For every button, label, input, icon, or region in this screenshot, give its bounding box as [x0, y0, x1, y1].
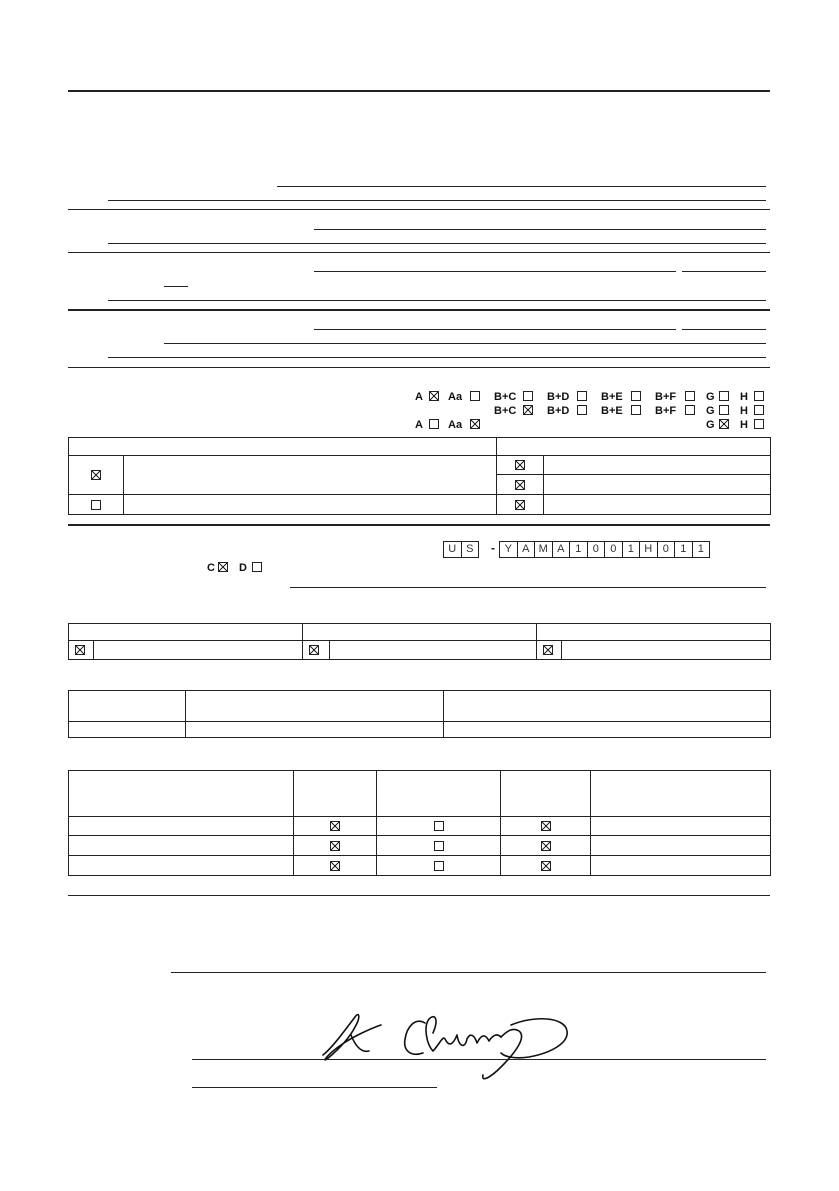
code-char: H [640, 541, 658, 558]
table-cell [377, 856, 501, 876]
class-label-bd: B+D [547, 405, 570, 417]
matrix-checkbox[interactable] [330, 861, 340, 871]
info-table [68, 690, 771, 738]
field-line [314, 229, 766, 230]
code-char: 1 [675, 541, 693, 558]
class-label-a: A [415, 419, 423, 431]
class-label-h: H [740, 419, 748, 431]
class-label-g: G [706, 391, 715, 403]
table-cell [537, 641, 771, 660]
class-label-g: G [706, 419, 715, 431]
signature-image [315, 1005, 585, 1085]
table-cell [294, 817, 377, 836]
table-cell [544, 475, 771, 495]
signature-field-line [171, 972, 766, 973]
check-col-3[interactable] [543, 645, 553, 655]
class-checkbox-a[interactable] [429, 391, 439, 401]
class-checkbox-aa[interactable] [470, 419, 480, 429]
field-line [682, 271, 766, 272]
matrix-checkbox[interactable] [434, 861, 444, 871]
matrix-checkbox[interactable] [541, 841, 551, 851]
option-label-c: C [207, 562, 215, 574]
table-header-cell [186, 691, 444, 722]
table-cell [69, 495, 124, 515]
class-checkbox-aa[interactable] [470, 391, 480, 401]
table-header-cell [69, 624, 303, 641]
code-char: A [518, 541, 536, 558]
table-header-cell [69, 771, 294, 817]
table-cell [591, 817, 771, 836]
code-char: 0 [658, 541, 676, 558]
table-cell [69, 456, 124, 495]
product-code [499, 541, 710, 557]
table-cell [544, 495, 771, 515]
table-cell [124, 495, 497, 515]
table-row [69, 836, 771, 856]
class-checkbox-bf[interactable] [685, 391, 695, 401]
class-checkbox-g[interactable] [719, 391, 729, 401]
assessment-checkbox-r3[interactable] [515, 500, 525, 510]
table-header-cell [69, 691, 186, 722]
table-cell [69, 641, 303, 660]
table-header-cell [377, 771, 501, 817]
class-checkbox-h[interactable] [754, 405, 764, 415]
table-cell [591, 856, 771, 876]
matrix-table [68, 770, 771, 876]
class-checkbox-bd[interactable] [577, 391, 587, 401]
class-checkbox-a[interactable] [429, 419, 439, 429]
code-char: U [443, 541, 462, 558]
product-code-prefix [443, 541, 479, 557]
field-line [682, 329, 766, 330]
class-checkbox-bc[interactable] [523, 405, 533, 415]
section-divider [68, 209, 770, 210]
table-cell [544, 456, 771, 475]
table-cell [124, 456, 497, 495]
class-checkbox-bf[interactable] [685, 405, 695, 415]
class-checkbox-g[interactable] [719, 419, 729, 429]
matrix-checkbox[interactable] [541, 821, 551, 831]
option-label-d: D [239, 562, 247, 574]
class-checkbox-be[interactable] [631, 391, 641, 401]
table-header-cell [294, 771, 377, 817]
field-line [108, 357, 766, 358]
field-line [290, 587, 766, 588]
table-cell [69, 817, 294, 836]
class-label-bc: B+C [494, 405, 517, 417]
class-label-aa: Aa [448, 419, 463, 431]
table-cell [497, 456, 544, 475]
field-line [164, 286, 188, 287]
code-char: 0 [588, 541, 606, 558]
class-label-be: B+E [601, 405, 623, 417]
table-cell [377, 817, 501, 836]
matrix-checkbox[interactable] [541, 861, 551, 871]
class-label-aa: Aa [448, 391, 463, 403]
section-divider [68, 524, 770, 526]
table-header-cell [303, 624, 537, 641]
section-divider [68, 309, 770, 311]
table-cell [591, 836, 771, 856]
class-checkbox-h[interactable] [754, 419, 764, 429]
field-line [108, 300, 766, 301]
field-line [314, 329, 676, 330]
section-divider [68, 367, 770, 368]
table-header-cell [501, 771, 591, 817]
table-header-cell [497, 438, 771, 456]
code-char: 0 [605, 541, 623, 558]
code-separator: - [491, 541, 495, 555]
table-row [69, 817, 771, 836]
class-checkbox-g[interactable] [719, 405, 729, 415]
code-char: 1 [693, 541, 711, 558]
top-rule [68, 90, 770, 92]
option-checkbox-d[interactable] [252, 562, 262, 572]
class-checkbox-be[interactable] [631, 405, 641, 415]
table-cell [186, 722, 444, 738]
matrix-checkbox[interactable] [434, 841, 444, 851]
class-checkbox-h[interactable] [754, 391, 764, 401]
table-cell [501, 817, 591, 836]
table-cell [444, 722, 771, 738]
code-char: 1 [570, 541, 588, 558]
check-col-2[interactable] [309, 645, 319, 655]
class-checkbox-bd[interactable] [577, 405, 587, 415]
class-label-g: G [706, 405, 715, 417]
assessment-checkbox-r1[interactable] [515, 460, 525, 470]
field-line [277, 186, 766, 187]
assessment-checkbox-1[interactable] [91, 470, 101, 480]
table-cell [303, 641, 537, 660]
table-header-cell [591, 771, 771, 817]
assessment-table [68, 437, 771, 515]
class-label-be: B+E [601, 391, 623, 403]
matrix-checkbox[interactable] [330, 841, 340, 851]
table-cell [497, 475, 544, 495]
code-char: M [535, 541, 553, 558]
class-label-bf: B+F [655, 391, 677, 403]
table-header-cell [69, 438, 497, 456]
table-cell [501, 836, 591, 856]
field-line [314, 271, 676, 272]
class-label-a: A [415, 391, 423, 403]
table-cell [69, 836, 294, 856]
matrix-checkbox[interactable] [434, 821, 444, 831]
class-label-bd: B+D [547, 391, 570, 403]
field-line [108, 243, 766, 244]
assessment-checkbox-r2[interactable] [515, 480, 525, 490]
table-header-cell [444, 691, 771, 722]
matrix-checkbox[interactable] [330, 821, 340, 831]
class-label-h: H [740, 405, 748, 417]
field-line [108, 200, 766, 201]
table-cell [497, 495, 544, 515]
table-cell [294, 856, 377, 876]
table-cell [294, 836, 377, 856]
signature-line [192, 1059, 766, 1060]
three-column-table [68, 623, 771, 660]
class-label-bf: B+F [655, 405, 677, 417]
table-cell [69, 856, 294, 876]
class-label-h: H [740, 391, 748, 403]
name-line [192, 1087, 437, 1088]
check-col-1[interactable] [75, 645, 85, 655]
class-label-bc: B+C [494, 391, 517, 403]
table-row [69, 856, 771, 876]
code-char: S [462, 541, 480, 558]
table-cell [501, 856, 591, 876]
section-divider [68, 252, 770, 253]
option-checkbox-c[interactable] [218, 562, 228, 572]
assessment-checkbox-2[interactable] [91, 500, 101, 510]
table-header-cell [537, 624, 771, 641]
code-char: Y [499, 541, 518, 558]
field-line [164, 343, 766, 344]
table-cell [69, 722, 186, 738]
class-checkbox-bc[interactable] [523, 391, 533, 401]
code-char: A [553, 541, 571, 558]
section-divider [68, 895, 770, 896]
code-char: 1 [623, 541, 641, 558]
table-cell [377, 836, 501, 856]
